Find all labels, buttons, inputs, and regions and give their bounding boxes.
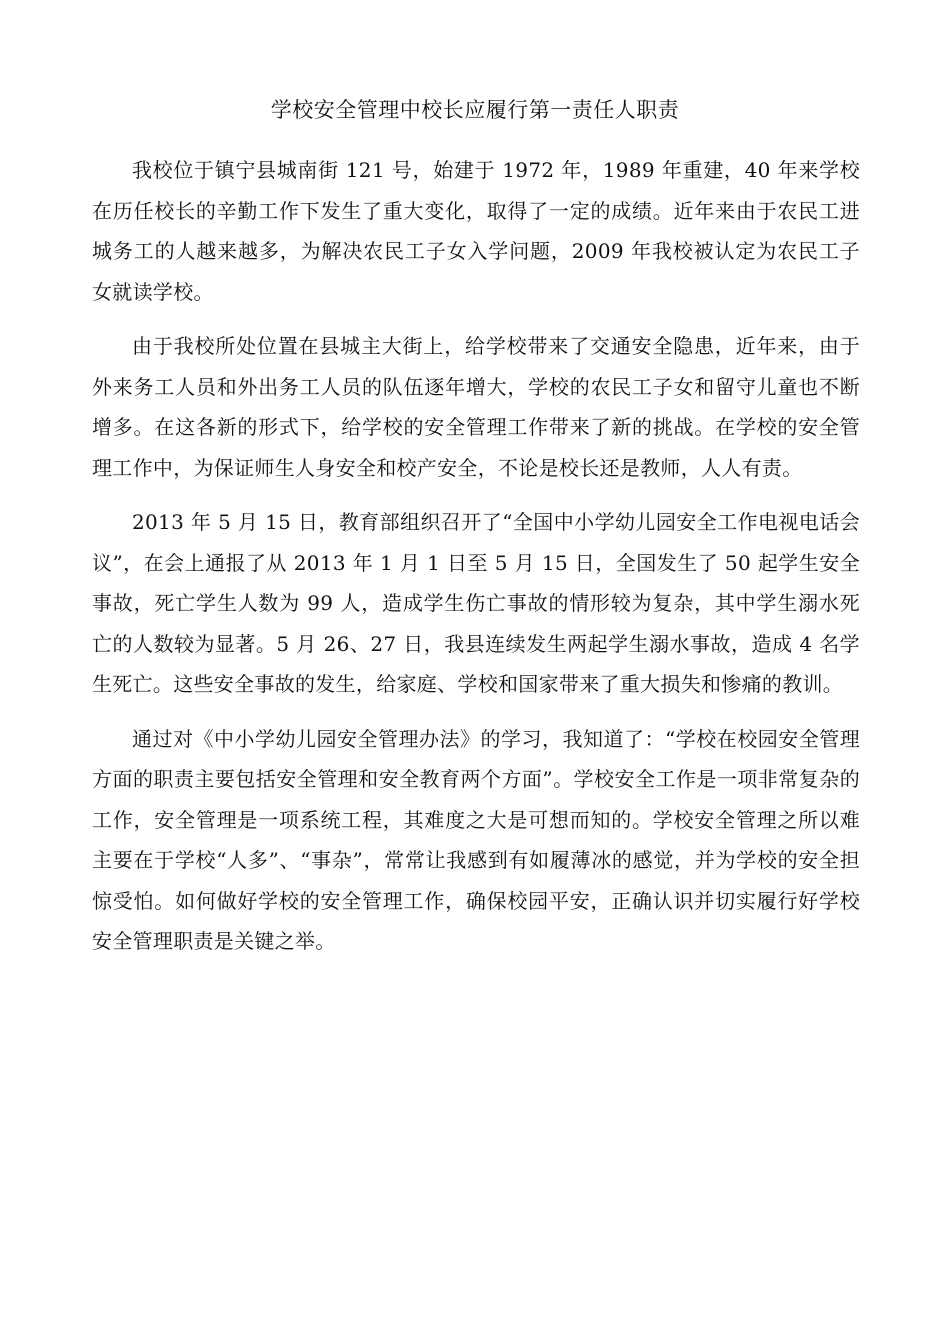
paragraph-location-challenges: 由于我校所处位置在县城主大街上，给学校带来了交通安全隐患，近年来，由于外来务工人员和外出务工人员的队伍逐年增大，学校的农民工子女和留守儿童也不断增多。在这各新的形式下，给学校的安全管理工作带来了新的挑战。在学校的安全管理工作中，为保证师生人身安全和校产安全，不论是校长还是教师，人人有责。 [92,334,860,480]
paragraph-management-duties: 通过对《中小学幼儿园安全管理办法》的学习，我知道了：“学校在校园安全管理方面的职责主要包括安全管理和安全教育两个方面”。学校安全工作是一项非常复杂的工作，安全管理是一项系统工程，其难度之大是可想而知的。学校安全管理之所以难主要在于学校“人多”、“事杂”，常常让我感到有如履薄冰的感觉，并为学校的安全担惊受怕。如何做好学校的安全管理工作，确保校园平安，正确认识并切实履行好学校安全管理职责是关键之举。 [92,726,860,953]
document-title: 学校安全管理中校长应履行第一责任人职责 [270,98,680,122]
paragraph-safety-incidents: 2013 年 5 月 15 日，教育部组织召开了“全国中小学幼儿园安全工作电视电话会议”，在会上通报了从 2013 年 1 月 1 日至 5 月 15 日，全国发生了 50 起学生安全事故，死亡学生人数为 99 人，造成学生伤亡事故的情形较为复杂，其中学生溺水死亡的人数较为显著。5 月 26、27 日，我县连续发生两起学生溺水事故，造成 4 名学生死亡。这些安全事故的发生，给家庭、学校和国家带来了重大损失和惨痛的教训。 [92,510,860,696]
document-body [92,150,860,962]
paragraph-school-history: 我校位于镇宁县城南街 121 号，始建于 1972 年，1989 年重建，40 年来学校在历任校长的辛勤工作下发生了重大变化，取得了一定的成绩。近年来由于农民工进城务工的人越来越多，为解决农民工子女入学问题，2009 年我校被认定为农民工子女就读学校。 [92,158,860,304]
